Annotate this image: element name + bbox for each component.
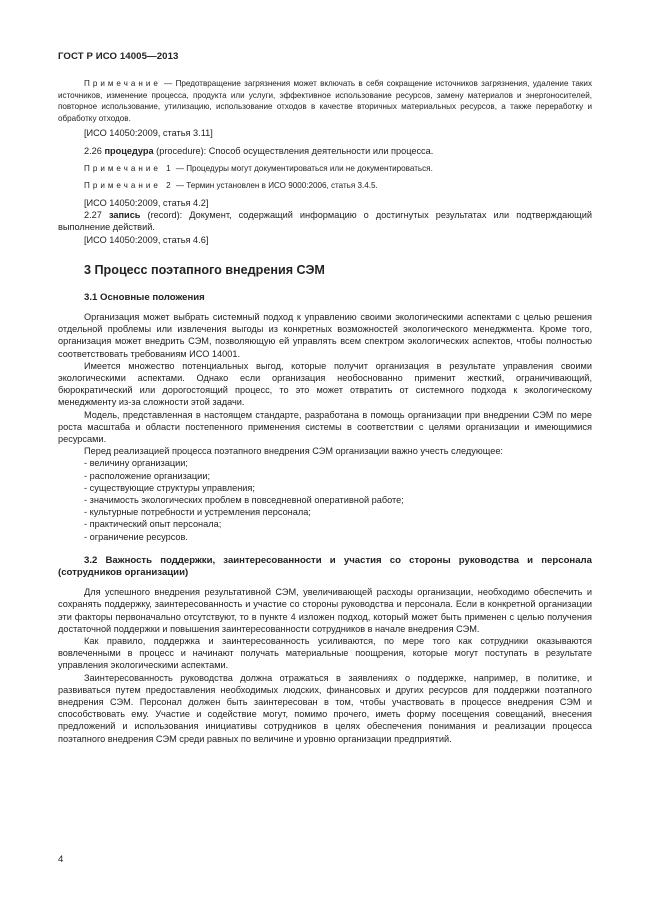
paragraph: Для успешного внедрения результативной СЭМ, увеличивающей расходы организации, необходимо обеспечить и сохранять поддержку, заинтересованность и участие со стороны руководства и персонала. Если в конкретной организации эти факторы первоначально отсутствуют, то в пункте 4 изложен подход, который может быть применен с целью получения достаточной поддержки и повышения заинтересованности сотрудников в начале внедрения СЭМ. — [58, 587, 592, 634]
paragraph: Перед реализацией процесса поэтапного внедрения СЭМ организации важно учесть следующее: — [84, 446, 503, 457]
list-item: - значимость экологических проблем в повседневной оперативной работе; — [84, 494, 592, 506]
list-item: - культурные потребности и устремления персонала; — [84, 506, 592, 518]
document-body — [58, 78, 592, 745]
reference-3-11: [ИСО 14050:2009, статья 3.11] — [84, 128, 213, 139]
note-pollution-prevention — [58, 78, 592, 124]
term-2-27 — [58, 209, 592, 233]
subsection-3-2-heading: 3.2 Важность поддержки, заинтересованности и участия со стороны руководства и персонала (сотрудников организации) — [58, 554, 592, 579]
list-item: - величину организации; — [84, 457, 592, 469]
paragraph: Как правило, поддержка и заинтересованность усиливаются, по мере того как сотрудники оказываются вовлеченными в процесс и начинают получать материальные поощрения, которые могут поступать в результате управления экологическими аспектами. — [58, 636, 592, 671]
document-header: ГОСТ Р ИСО 14005—2013 — [58, 51, 179, 62]
paragraph: Модель, представленная в настоящем стандарте, разработана в помощь организации при внедрении СЭМ по мере роста масштаба и области постепенного применения системы в соответствии с целями организации и имеющимися ресурсами. — [58, 409, 592, 445]
reference-4-6: [ИСО 14050:2009, статья 4.6] — [84, 234, 209, 245]
term-definition: (procedure): Способ осуществления деятельности или процесса. — [153, 145, 434, 156]
note-text: — Процедуры могут документироваться или не документироваться. — [173, 163, 433, 173]
page-number: 4 — [58, 854, 64, 865]
reference-4-2: [ИСО 14050:2009, статья 4.2] — [84, 197, 209, 208]
term-2-26 — [58, 145, 592, 157]
note-label: Примечание 2 — [84, 181, 174, 191]
section-3-heading: 3 Процесс поэтапного внедрения СЭМ — [84, 262, 325, 277]
considerations-list — [58, 457, 592, 542]
note-label: Примечание — [84, 79, 161, 88]
term-number: 2.26 — [84, 145, 105, 156]
note-2-26-2 — [58, 180, 592, 192]
note-2-26-1 — [58, 163, 592, 175]
term-name: процедура — [104, 145, 154, 156]
paragraph: Организация может выбрать системный подход к управлению своими экологическими аспектами с целью решения отдельной проблемы или извлечения выгоды из конкретных возможностей экологического менеджмента. Кроме того, организация может внедрить СЭМ, позволяющую ей управлять всем спектром экологических аспектов, чтобы полностью соответствовать требованиям ИСО 14001. — [58, 311, 592, 359]
note-text: — Предотвращение загрязнения может включать в себя сокращение источников загрязнения, удаление таких источников, изменение процесса, продукта или услуги, эффективное использование ресурсов, замену материалов и энергоносителей, повторное использование, утилизацию, использование отходов в качестве вторичных материальных ресурсов, а также переработку и обработку отходов. — [58, 79, 592, 123]
subsection-3-1-heading: 3.1 Основные положения — [84, 291, 205, 303]
list-item: - существующие структуры управления; — [84, 482, 592, 494]
note-text: — Термин установлен в ИСО 9000:2006, статья 3.4.5. — [173, 181, 378, 191]
list-item: - практический опыт персонала; — [84, 518, 592, 530]
paragraph: Имеется множество потенциальных выгод, которые получит организация в результате управления своими экологическими аспектами. Однако если организация необоснованно применит жесткий, ограничивающий, бюрократический или дорогостоящий процесс, то это может отвратить от системного подхода к экологическому менеджменту из-за сложности этой задачи. — [58, 360, 592, 408]
list-item: - ограничение ресурсов. — [84, 531, 592, 543]
note-label: Примечание 1 — [84, 163, 174, 173]
list-item: - расположение организации; — [84, 470, 592, 482]
term-number: 2.27 — [84, 210, 109, 221]
paragraph: Заинтересованность руководства должна отражаться в заявлениях о поддержке, например, в политике, и развиваться путем предоставления необходимых людских, финансовых и других ресурсов для поддержки поэтапного внедрения СЭМ. Персонал должен быть заинтересован в том, чтобы участвовать в процессе внедрения СЭМ и способствовать ему. Участие и содействие могут, помимо прочего, иметь форму посещения совещаний, внесения предложений и использования инициативы сотрудников в целях обеспечения понимания и реализации процесса поэтапного внедрения СЭМ среди равных по величине и уровню организации предприятий. — [58, 672, 592, 744]
term-name: запись — [108, 210, 141, 221]
term-definition: (record): Документ, содержащий информацию о достигнутых результатах или подтверждающий выполнение действий. — [58, 210, 592, 233]
